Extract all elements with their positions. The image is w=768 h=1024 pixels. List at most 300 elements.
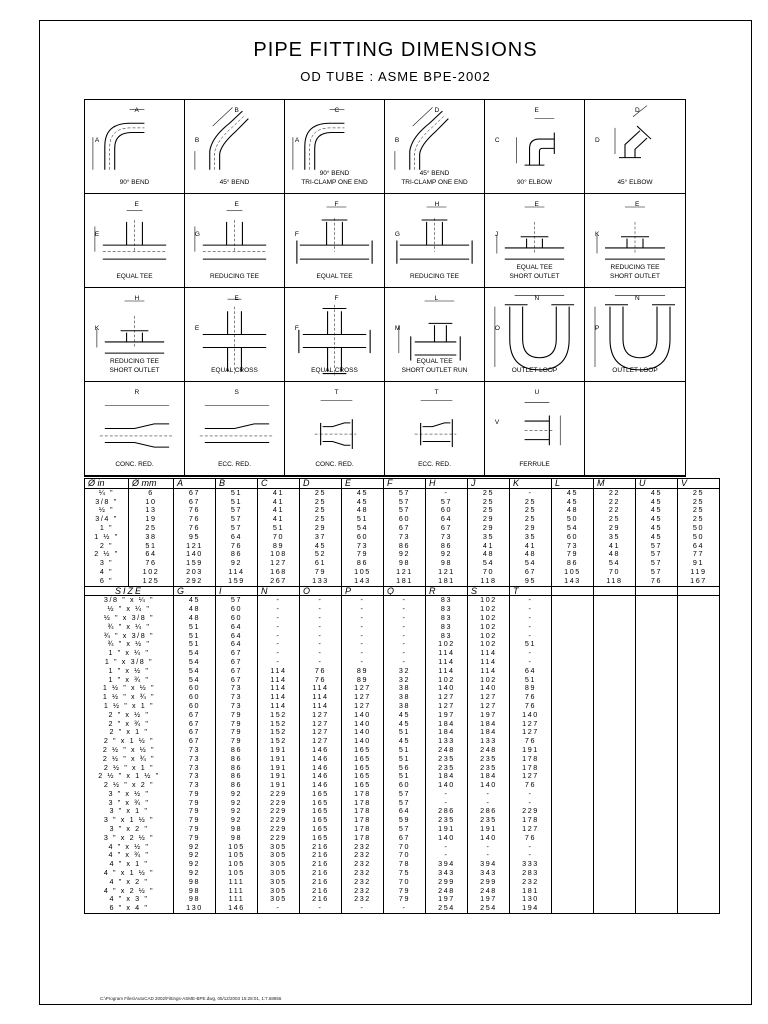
empty-cell bbox=[678, 737, 720, 746]
table-cell: 45 bbox=[342, 488, 384, 497]
dimension-letter: C bbox=[494, 137, 500, 145]
table-cell: 267 bbox=[258, 577, 300, 586]
fitting-cell-reducing-tee-clamp bbox=[385, 194, 485, 288]
table-cell: 57 bbox=[384, 799, 426, 808]
table-cell: 86 bbox=[384, 542, 426, 551]
table-cell: 57 bbox=[384, 825, 426, 834]
empty-cell bbox=[636, 772, 678, 781]
table-cell: 229 bbox=[258, 816, 300, 825]
empty-cell bbox=[636, 807, 678, 816]
table-header-row bbox=[85, 479, 720, 489]
table-cell: 76 bbox=[174, 506, 216, 515]
empty-header-cell bbox=[678, 586, 720, 596]
empty-cell bbox=[594, 790, 636, 799]
fitting-caption: ECC. RED. bbox=[218, 461, 251, 468]
column-header: H bbox=[426, 479, 468, 489]
table-cell: 67 bbox=[510, 568, 552, 577]
table-cell: - bbox=[384, 605, 426, 614]
table-cell: - bbox=[258, 658, 300, 667]
table-cell: 67 bbox=[174, 488, 216, 497]
fitting-caption: 90° BEND bbox=[119, 179, 150, 186]
table-cell: 73 bbox=[216, 702, 258, 711]
dimension-letter: B bbox=[194, 137, 200, 145]
table-cell: 98 bbox=[174, 887, 216, 896]
size-cell: 3 " x 2 ½ " bbox=[85, 834, 174, 843]
empty-cell bbox=[552, 693, 594, 702]
size-cell: 1 " x ¾ " bbox=[85, 676, 174, 685]
table-cell: - bbox=[468, 799, 510, 808]
size-cell: 2 ½ " x ½ " bbox=[85, 746, 174, 755]
empty-cell bbox=[678, 728, 720, 737]
table-cell: 92 bbox=[174, 860, 216, 869]
table-cell: 25 bbox=[678, 498, 720, 507]
table-cell: 25 bbox=[129, 524, 174, 533]
table-cell: - bbox=[300, 605, 342, 614]
fitting-cell-outlet-loop-clamp bbox=[585, 288, 685, 382]
table-cell: 184 bbox=[468, 772, 510, 781]
fitting-outline bbox=[105, 442, 169, 447]
column-header: S bbox=[468, 586, 510, 596]
empty-cell bbox=[636, 667, 678, 676]
table-cell: 114 bbox=[216, 568, 258, 577]
table-cell: 216 bbox=[300, 860, 342, 869]
dimension-letter: S bbox=[234, 389, 239, 397]
dimension-letter: E bbox=[94, 231, 100, 239]
table-cell: 168 bbox=[258, 568, 300, 577]
table-cell: - bbox=[426, 488, 468, 497]
empty-cell bbox=[636, 649, 678, 658]
empty-cell bbox=[594, 860, 636, 869]
table-row bbox=[85, 684, 720, 693]
table-cell: 22 bbox=[594, 506, 636, 515]
fitting-outline bbox=[637, 126, 651, 139]
table-cell: 78 bbox=[384, 860, 426, 869]
size-cell: 3/8 " x ¼ " bbox=[85, 596, 174, 605]
empty-cell bbox=[678, 851, 720, 860]
table-cell: 216 bbox=[300, 878, 342, 887]
table-cell: 95 bbox=[174, 533, 216, 542]
table-cell: 79 bbox=[174, 807, 216, 816]
table-cell: - bbox=[342, 605, 384, 614]
table-cell: 86 bbox=[426, 542, 468, 551]
table-cell: 235 bbox=[426, 755, 468, 764]
table-cell: 61 bbox=[300, 559, 342, 568]
empty-cell bbox=[552, 825, 594, 834]
table-cell: 140 bbox=[426, 684, 468, 693]
table-cell: 48 bbox=[552, 506, 594, 515]
table-cell: 178 bbox=[510, 755, 552, 764]
dimension-letter: K bbox=[595, 231, 600, 239]
table-cell: 54 bbox=[342, 524, 384, 533]
table-cell: 114 bbox=[426, 667, 468, 676]
table-cell: 216 bbox=[300, 895, 342, 904]
table-cell: 191 bbox=[426, 825, 468, 834]
table-cell: 191 bbox=[510, 746, 552, 755]
table-cell: 64 bbox=[678, 542, 720, 551]
empty-cell bbox=[678, 623, 720, 632]
table-cell: 35 bbox=[594, 533, 636, 542]
table-cell: 19 bbox=[129, 515, 174, 524]
table-cell: 73 bbox=[216, 693, 258, 702]
empty-cell bbox=[594, 772, 636, 781]
table-cell: 152 bbox=[258, 720, 300, 729]
empty-cell bbox=[594, 676, 636, 685]
fitting-outline bbox=[115, 133, 145, 170]
table-cell: 86 bbox=[216, 550, 258, 559]
column-header: T bbox=[510, 586, 552, 596]
table-cell: 127 bbox=[426, 693, 468, 702]
table-row bbox=[85, 702, 720, 711]
table-cell: 45 bbox=[552, 498, 594, 507]
table-cell: 229 bbox=[258, 790, 300, 799]
table-cell: - bbox=[342, 904, 384, 913]
column-header: I bbox=[216, 586, 258, 596]
table-cell: 127 bbox=[468, 693, 510, 702]
empty-cell bbox=[594, 623, 636, 632]
table-cell: - bbox=[510, 623, 552, 632]
dimension-letter: E bbox=[194, 325, 200, 333]
table-row bbox=[85, 728, 720, 737]
table-cell: 305 bbox=[258, 860, 300, 869]
table-cell: 203 bbox=[174, 568, 216, 577]
empty-cell bbox=[552, 737, 594, 746]
table-cell: 127 bbox=[342, 684, 384, 693]
table-cell: - bbox=[510, 799, 552, 808]
table-cell: 114 bbox=[258, 667, 300, 676]
dimension-letter: H bbox=[434, 201, 440, 209]
table-cell: 92 bbox=[216, 799, 258, 808]
table-row bbox=[85, 825, 720, 834]
table-cell: 111 bbox=[216, 878, 258, 887]
table-row bbox=[85, 807, 720, 816]
dimension-letter: D bbox=[434, 107, 440, 115]
fitting-cell-equal-cross bbox=[185, 288, 285, 382]
table-cell: 146 bbox=[300, 781, 342, 790]
table-cell: 51 bbox=[174, 632, 216, 641]
fitting-cell-outlet-loop bbox=[485, 288, 585, 382]
size-cell: 1 ½ " x 1 " bbox=[85, 702, 174, 711]
fitting-cell-eccentric-reducer bbox=[185, 382, 285, 476]
table-cell: 194 bbox=[510, 904, 552, 913]
empty-cell bbox=[678, 869, 720, 878]
dimension-letter: J bbox=[494, 231, 499, 239]
fitting-caption: CONC. RED. bbox=[315, 461, 354, 468]
size-cell: ¾ " x ¼ " bbox=[85, 623, 174, 632]
empty-cell bbox=[552, 843, 594, 852]
table-cell: 111 bbox=[216, 895, 258, 904]
table-cell: 51 bbox=[258, 524, 300, 533]
empty-cell bbox=[552, 658, 594, 667]
table-cell: 45 bbox=[636, 506, 678, 515]
empty-cell bbox=[636, 676, 678, 685]
table-cell: 29 bbox=[510, 524, 552, 533]
table-cell: 54 bbox=[510, 559, 552, 568]
dimension-letter: B bbox=[394, 137, 400, 145]
table-cell: 83 bbox=[426, 596, 468, 605]
fitting-cell-concentric-reducer-clamp bbox=[285, 382, 385, 476]
table-cell: 57 bbox=[384, 790, 426, 799]
table-cell: 305 bbox=[258, 878, 300, 887]
table-cell: 191 bbox=[258, 781, 300, 790]
table-cell: 25 bbox=[510, 515, 552, 524]
table-cell: - bbox=[258, 596, 300, 605]
table-row bbox=[85, 667, 720, 676]
table-cell: 235 bbox=[468, 755, 510, 764]
table-cell: 178 bbox=[342, 825, 384, 834]
fitting-caption: EQUAL TEE bbox=[316, 273, 353, 280]
table-cell: 181 bbox=[384, 577, 426, 586]
table-cell: 73 bbox=[174, 746, 216, 755]
column-header: Q bbox=[384, 586, 426, 596]
table-cell: 38 bbox=[384, 702, 426, 711]
table-cell: 121 bbox=[384, 568, 426, 577]
empty-cell bbox=[594, 605, 636, 614]
table-cell: 51 bbox=[384, 746, 426, 755]
empty-cell bbox=[552, 614, 594, 623]
table-cell: 60 bbox=[174, 693, 216, 702]
empty-cell bbox=[594, 720, 636, 729]
table-cell: 286 bbox=[426, 807, 468, 816]
empty-cell bbox=[594, 684, 636, 693]
column-header: R bbox=[426, 586, 468, 596]
empty-cell bbox=[594, 834, 636, 843]
table-cell: 232 bbox=[342, 860, 384, 869]
table-cell: 232 bbox=[342, 851, 384, 860]
table-cell: 70 bbox=[384, 851, 426, 860]
fitting-cell-equal-tee bbox=[85, 194, 185, 288]
table-cell: 54 bbox=[174, 667, 216, 676]
table-cell: 51 bbox=[174, 623, 216, 632]
empty-cell bbox=[678, 895, 720, 904]
table-cell: 165 bbox=[300, 799, 342, 808]
table-cell: 216 bbox=[300, 887, 342, 896]
fitting-cell-reducing-tee-short-outlet bbox=[85, 288, 185, 382]
table-cell: 41 bbox=[258, 515, 300, 524]
empty-cell bbox=[678, 887, 720, 896]
table-cell: 45 bbox=[552, 488, 594, 497]
table-cell: 64 bbox=[216, 623, 258, 632]
empty-cell bbox=[552, 623, 594, 632]
table-cell: 299 bbox=[468, 878, 510, 887]
size-cell: 6 " x 4 " bbox=[85, 904, 174, 913]
table-cell: 79 bbox=[384, 887, 426, 896]
fitting-cell-elbow-45 bbox=[585, 100, 685, 194]
table-cell: 232 bbox=[510, 878, 552, 887]
empty-cell bbox=[594, 816, 636, 825]
table-cell: 76 bbox=[300, 676, 342, 685]
table-cell: 6 bbox=[129, 488, 174, 497]
table-cell: 41 bbox=[594, 542, 636, 551]
empty-cell bbox=[552, 764, 594, 773]
fitting-cell-equal-tee-clamp bbox=[285, 194, 385, 288]
column-header: E bbox=[342, 479, 384, 489]
table-cell: 181 bbox=[510, 887, 552, 896]
empty-header-cell bbox=[594, 586, 636, 596]
table-row bbox=[85, 640, 720, 649]
table-cell: - bbox=[384, 904, 426, 913]
empty-cell bbox=[678, 693, 720, 702]
table-cell: 235 bbox=[426, 816, 468, 825]
size-cell: 2 " x ½ " bbox=[85, 711, 174, 720]
empty-cell bbox=[636, 623, 678, 632]
fitting-caption: EQUAL TEE SHORT OUTLET bbox=[509, 264, 560, 280]
table-cell: - bbox=[468, 843, 510, 852]
table-cell: 127 bbox=[300, 711, 342, 720]
table-cell: 216 bbox=[300, 843, 342, 852]
table-cell: 79 bbox=[342, 550, 384, 559]
empty-cell bbox=[636, 790, 678, 799]
table-cell: 114 bbox=[468, 658, 510, 667]
fitting-caption: 45° ELBOW bbox=[617, 179, 653, 186]
table-cell: 76 bbox=[129, 559, 174, 568]
table-cell: - bbox=[510, 488, 552, 497]
table-cell: 394 bbox=[468, 860, 510, 869]
dimension-letter: O bbox=[494, 325, 500, 333]
table-cell: 76 bbox=[636, 577, 678, 586]
table-cell: 140 bbox=[342, 711, 384, 720]
fitting-outline bbox=[530, 139, 555, 165]
empty-cell bbox=[636, 887, 678, 896]
fitting-cell-bend-90 bbox=[85, 100, 185, 194]
fitting-caption: REDUCING TEE SHORT OUTLET bbox=[109, 358, 160, 374]
table-cell: 51 bbox=[510, 640, 552, 649]
fitting-outline bbox=[623, 307, 657, 358]
dimension-letter: A bbox=[294, 137, 300, 145]
table-row bbox=[85, 843, 720, 852]
table-cell: - bbox=[342, 623, 384, 632]
empty-cell bbox=[636, 737, 678, 746]
table-cell: 140 bbox=[426, 781, 468, 790]
table-cell: 127 bbox=[258, 559, 300, 568]
table-cell: - bbox=[300, 658, 342, 667]
table-cell: 67 bbox=[174, 728, 216, 737]
table-cell: 343 bbox=[468, 869, 510, 878]
table-cell: 29 bbox=[468, 515, 510, 524]
table-cell: 108 bbox=[258, 550, 300, 559]
table-cell: 229 bbox=[258, 825, 300, 834]
table-cell: 92 bbox=[174, 843, 216, 852]
table-row bbox=[85, 577, 720, 586]
table-cell: 67 bbox=[174, 498, 216, 507]
table-cell: 140 bbox=[426, 834, 468, 843]
table-cell: - bbox=[300, 596, 342, 605]
table-cell: 64 bbox=[216, 632, 258, 641]
table-cell: 67 bbox=[216, 667, 258, 676]
table-cell: 51 bbox=[384, 772, 426, 781]
table-cell: 51 bbox=[510, 676, 552, 685]
empty-cell bbox=[636, 851, 678, 860]
fitting-caption: EQUAL CROSS bbox=[211, 367, 258, 374]
empty-cell bbox=[678, 790, 720, 799]
table-cell: 232 bbox=[342, 843, 384, 852]
table-cell: 73 bbox=[216, 684, 258, 693]
table-cell: 51 bbox=[384, 728, 426, 737]
table-cell: 184 bbox=[426, 728, 468, 737]
table-cell: 184 bbox=[426, 720, 468, 729]
table-cell: 57 bbox=[384, 506, 426, 515]
empty-cell bbox=[636, 684, 678, 693]
table-row bbox=[85, 542, 720, 551]
table-cell: 191 bbox=[258, 746, 300, 755]
table-cell: 178 bbox=[510, 816, 552, 825]
table-cell: 248 bbox=[426, 746, 468, 755]
table-cell: 67 bbox=[384, 524, 426, 533]
table-cell: 191 bbox=[468, 825, 510, 834]
table-cell: 3 " bbox=[85, 559, 129, 568]
table-cell: - bbox=[426, 799, 468, 808]
size-cell: 4 " x ½ " bbox=[85, 843, 174, 852]
table-row bbox=[85, 614, 720, 623]
table-cell: 38 bbox=[384, 693, 426, 702]
table-row bbox=[85, 533, 720, 542]
fitting-outline bbox=[305, 123, 345, 170]
table-cell: - bbox=[300, 649, 342, 658]
table-row bbox=[85, 488, 720, 497]
fitting-caption: EQUAL TEE bbox=[116, 273, 153, 280]
table-cell: 305 bbox=[258, 851, 300, 860]
fitting-caption: OUTLET LOOP bbox=[511, 367, 558, 374]
empty-cell bbox=[636, 614, 678, 623]
empty-cell bbox=[678, 904, 720, 913]
fitting-caption: OUTLET LOOP bbox=[612, 367, 658, 374]
table-cell: 254 bbox=[468, 904, 510, 913]
table-cell: 111 bbox=[216, 887, 258, 896]
table-cell: ½ " bbox=[85, 506, 129, 515]
table-cell: 127 bbox=[300, 728, 342, 737]
empty-cell bbox=[636, 693, 678, 702]
table-cell: 92 bbox=[216, 559, 258, 568]
table-row bbox=[85, 559, 720, 568]
dimension-letter: E bbox=[534, 107, 539, 115]
table-cell: 229 bbox=[258, 834, 300, 843]
fitting-cell-eccentric-reducer-clamp bbox=[385, 382, 485, 476]
table-cell: 92 bbox=[426, 550, 468, 559]
table-cell: 29 bbox=[594, 524, 636, 533]
empty-cell bbox=[552, 605, 594, 614]
table-cell: 67 bbox=[216, 649, 258, 658]
table-cell: 102 bbox=[468, 676, 510, 685]
fitting-outline bbox=[315, 133, 345, 170]
table-cell: 178 bbox=[342, 807, 384, 816]
table-cell: 48 bbox=[174, 614, 216, 623]
table-cell: 167 bbox=[678, 577, 720, 586]
dimension-letter: R bbox=[134, 389, 140, 397]
table-cell: 76 bbox=[510, 834, 552, 843]
table-cell: 3/4 " bbox=[85, 515, 129, 524]
empty-cell bbox=[678, 711, 720, 720]
table-cell: 152 bbox=[258, 711, 300, 720]
table-cell: 333 bbox=[510, 860, 552, 869]
table-cell: 79 bbox=[174, 834, 216, 843]
empty-cell bbox=[552, 887, 594, 896]
table-cell: 70 bbox=[384, 878, 426, 887]
empty-cell bbox=[678, 834, 720, 843]
table-cell: 181 bbox=[426, 577, 468, 586]
table-row bbox=[85, 869, 720, 878]
table-cell: 59 bbox=[384, 816, 426, 825]
table-cell: 51 bbox=[129, 542, 174, 551]
table-cell: 114 bbox=[468, 649, 510, 658]
fitting-outline bbox=[423, 423, 451, 427]
table-cell: 25 bbox=[678, 515, 720, 524]
table-cell: - bbox=[384, 632, 426, 641]
table-cell: 229 bbox=[258, 807, 300, 816]
table-cell: - bbox=[510, 632, 552, 641]
table-cell: 191 bbox=[258, 755, 300, 764]
table-cell: 102 bbox=[468, 614, 510, 623]
dimension-letter: N bbox=[534, 295, 540, 303]
table-cell: 114 bbox=[426, 649, 468, 658]
